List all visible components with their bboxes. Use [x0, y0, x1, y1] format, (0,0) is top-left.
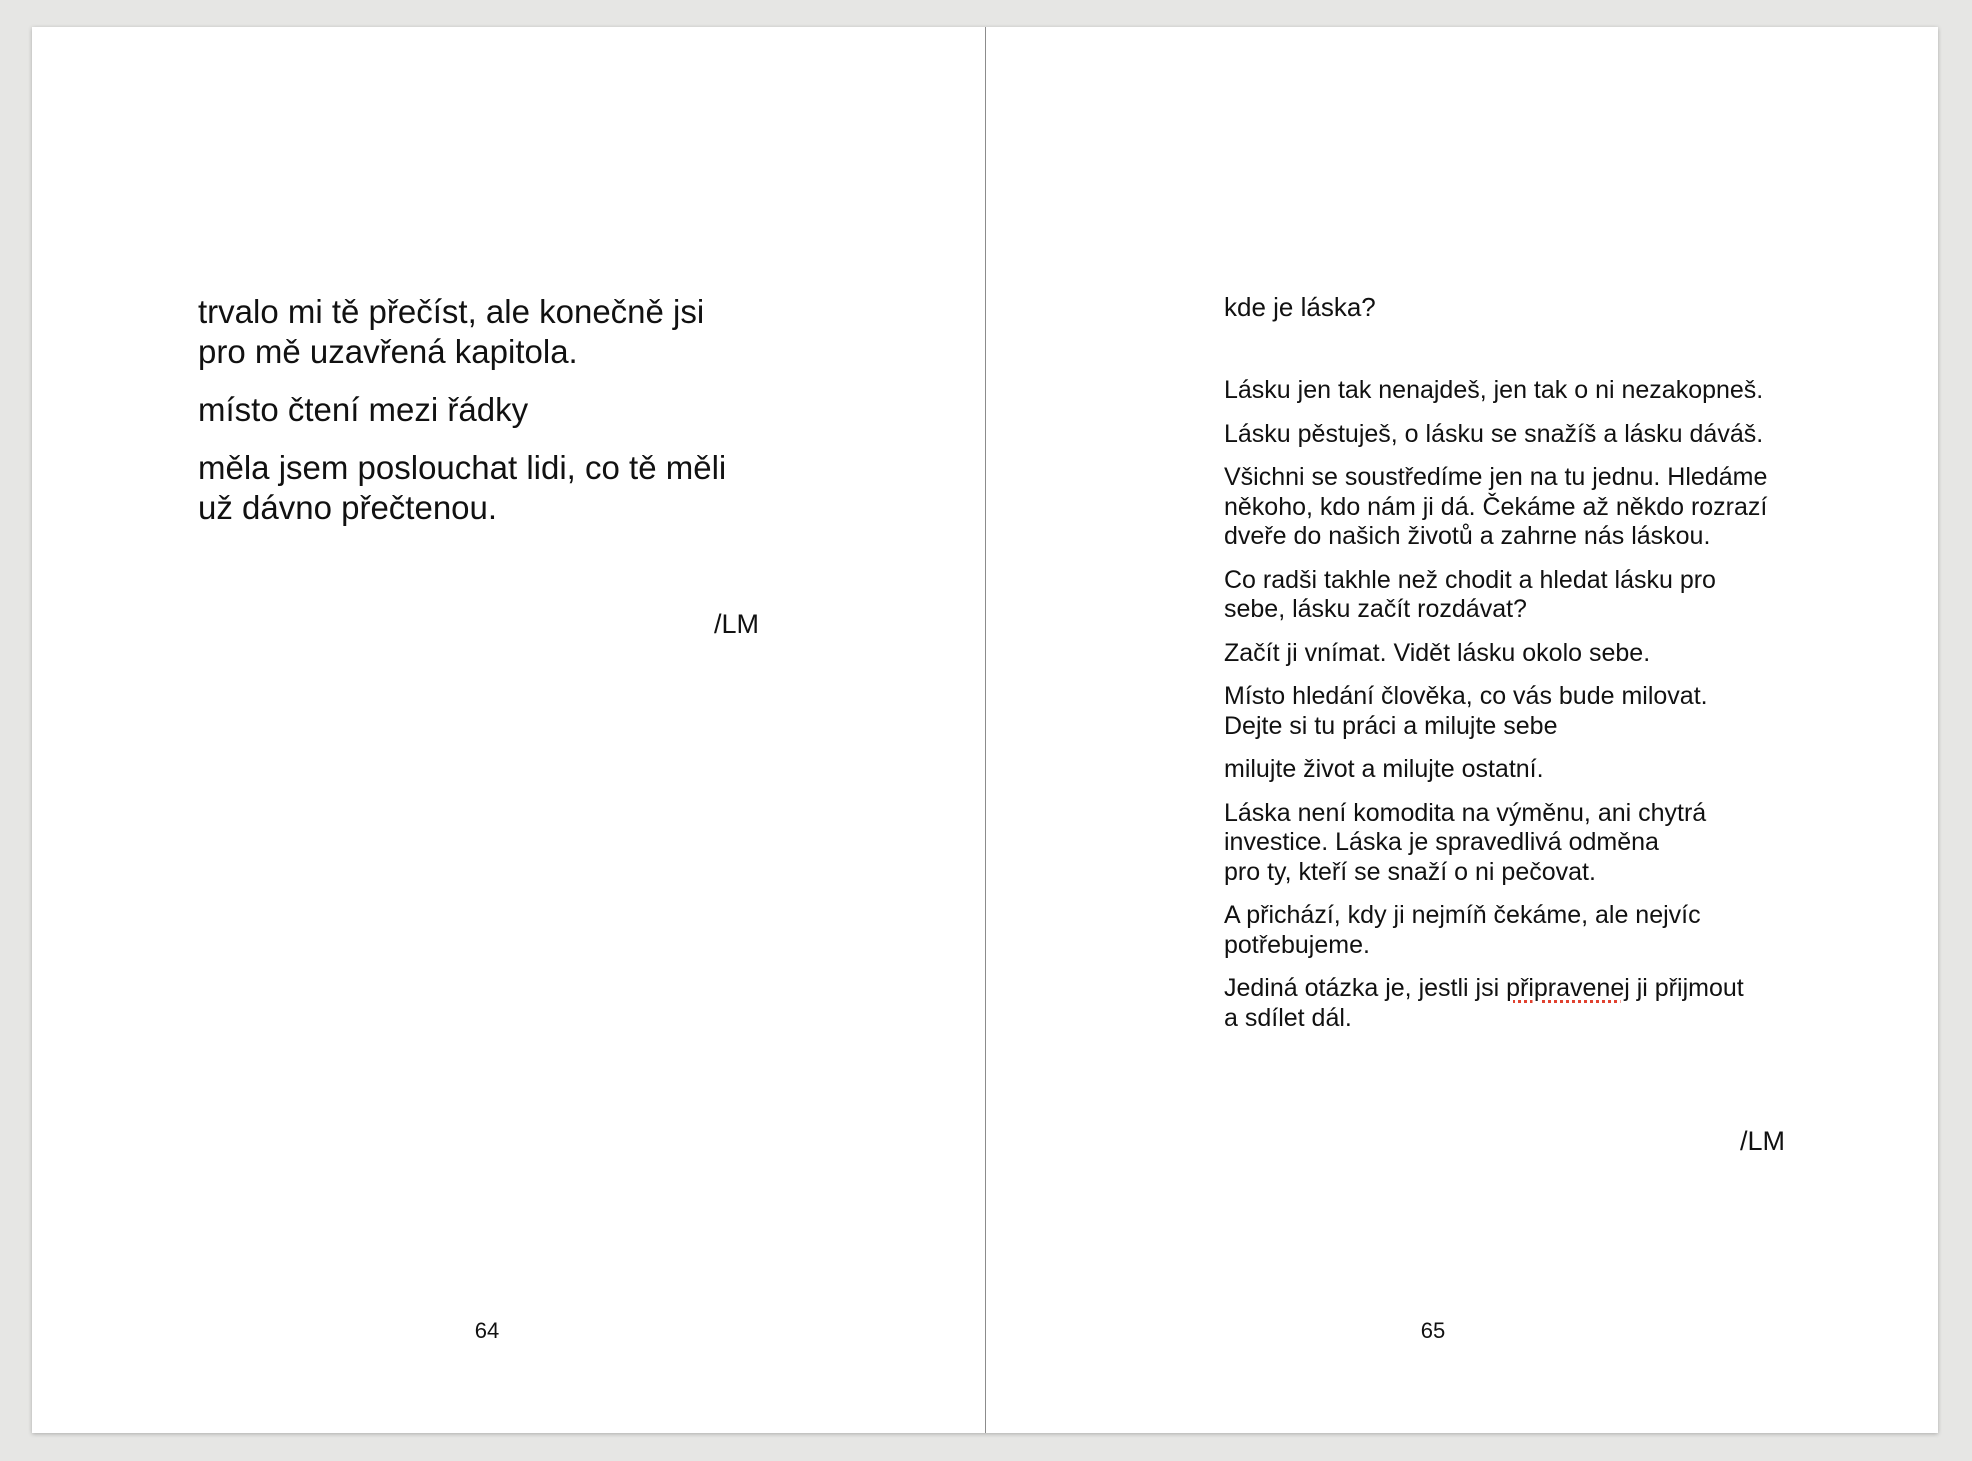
left-poem-paragraph-1: trvalo mi tě přečíst, ale konečně jsi pro mě uzavřená kapitola.	[198, 293, 705, 370]
left-page-number: 64	[474, 1318, 500, 1343]
left-poem-paragraph-3: měla jsem poslouchat lidi, co tě měli už dávno přečtenou.	[198, 449, 727, 526]
left-signature: /LM	[714, 609, 760, 639]
spellcheck-flagged-word[interactable]: připravenej	[1506, 974, 1630, 1002]
left-poem-paragraph-2: místo čtení mezi řádky	[198, 391, 529, 428]
essay-paragraph-6: Místo hledání člověka, co vás bude milovat. Dejte si tu práci a milujte sebe	[1224, 682, 1708, 740]
essay-paragraph-10-start: Jediná otázka je, jestli jsi	[1224, 974, 1507, 1002]
right-page	[985, 27, 1938, 1433]
right-page-number: 65	[1420, 1318, 1446, 1343]
essay-paragraph-5: Začít ji vnímat. Vidět lásku okolo sebe.	[1224, 638, 1651, 667]
essay-paragraph-3: Všichni se soustředíme jen na tu jednu. Hledáme někoho, kdo nám ji dá. Čekáme až někdo rozrazí dveře do našich životů a zahrne nás láskou.	[1224, 463, 1768, 550]
left-poem	[198, 292, 798, 546]
left-page	[32, 27, 985, 1433]
essay-body	[1224, 376, 1814, 1047]
essay-paragraph-10-end: ji přijmout a sdílet dál.	[1224, 974, 1744, 1032]
essay-title: kde je láska?	[1224, 292, 1376, 322]
essay-paragraph-4: Co radši takhle než chodit a hledat lásku pro sebe, lásku začít rozdávat?	[1224, 565, 1716, 623]
essay-paragraph-7: milujte život a milujte ostatní.	[1224, 755, 1544, 783]
essay-paragraph-10	[1224, 974, 1814, 1033]
essay-paragraph-1: Lásku jen tak nenajdeš, jen tak o ni nezakopneš.	[1224, 376, 1764, 404]
book-spread	[32, 27, 1938, 1433]
essay-paragraph-9: A přichází, kdy ji nejmíň čekáme, ale nejvíc potřebujeme.	[1224, 901, 1701, 959]
essay-paragraph-8: Láska není komodita na výměnu, ani chytrá investice. Láska je spravedlivá odměna pro ty, kteří se snaží o ni pečovat.	[1224, 798, 1707, 886]
essay-paragraph-2: Lásku pěstuješ, o lásku se snažíš a lásku dáváš.	[1224, 419, 1764, 448]
right-signature: /LM	[1740, 1126, 1786, 1156]
